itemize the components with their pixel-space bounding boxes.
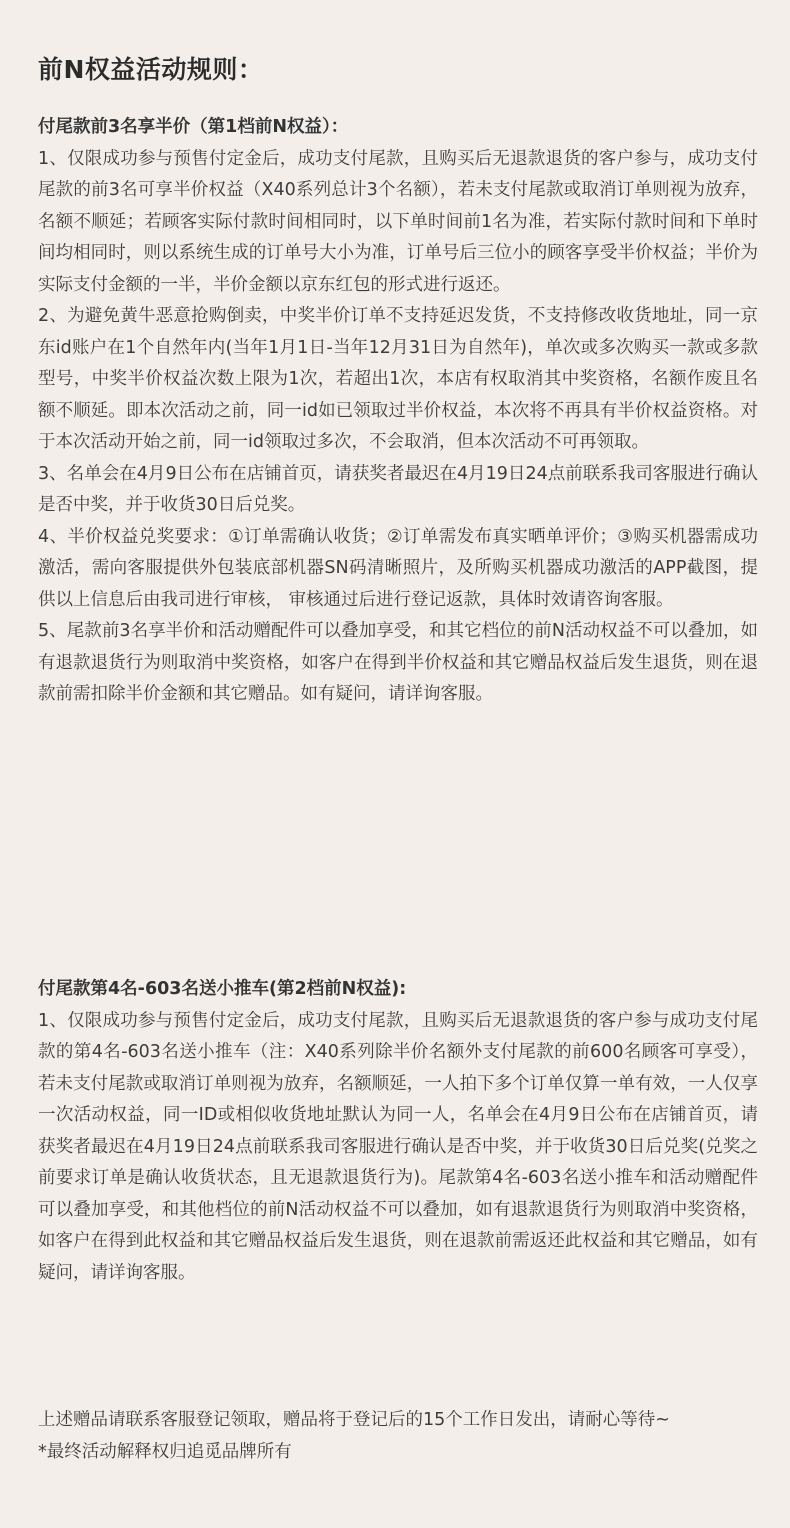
rule-item: 2、为避免黄牛恶意抢购倒卖，中奖半价订单不支持延迟发货，不支持修改收货地址，同一京东id账户在1个自然年内(当年1月1日-当年12月31日为自然年)，单次或多次购买一款或多款型号，中奖半价权益次数上限为1次，若超出1次，本店有权取消其中奖资格，名额作废且名额不顺延。即本次活动之前，同一id如已领取过半价权益，本次将不再具有半价权益资格。对于本次活动开始之前，同一id领取过多次，不会取消，但本次活动不可再领取。 bbox=[38, 306, 758, 452]
rule-item: 1、仅限成功参与预售付定金后，成功支付尾款，且购买后无退款退货的客户参与成功支付尾款的第4名-603名送小推车（注：X40系列除半价名额外支付尾款的前600名顾客可享受），若未支付尾款或取消订单则视为放弃，名额顺延，一人拍下多个订单仅算一单有效，一人仅享一次活动权益，同一ID或相似收货地址默认为同一人，名单会在4月9日公布在店铺首页，请获奖者最迟在4月19日24点前联系我司客服进行确认是否中奖，并于收货30日后兑奖(兑奖之前要求订单是确认收货状态，且无退款退货行为)。尾款第4名-603名送小推车和活动赠配件可以叠加享受，和其他档位的前N活动权益不可以叠加，如有退款退货行为则取消中奖资格，如客户在得到此权益和其它赠品权益后发生退货，则在退款前需返还此权益和其它赠品，如有疑问，请详询客服。 bbox=[38, 1010, 758, 1283]
rule-item: 1、仅限成功参与预售付定金后，成功支付尾款，且购买后无退款退货的客户参与，成功支付尾款的前3名可享半价权益（X40系列总计3个名额），若未支付尾款或取消订单则视为放弃，名额不顺延；若顾客实际付款时间相同时，以下单时间前1名为准，若实际付款时间和下单时间均相同时，则以系统生成的订单号大小为准，订单号后三位小的顾客享受半价权益；半价为实际支付金额的一半，半价金额以京东红包的形式进行返还。 bbox=[38, 148, 758, 295]
rule-item: 4、半价权益兑奖要求：①订单需确认收货；②订单需发布真实晒单评价；③购买机器需成功激活，需向客服提供外包装底部机器SN码清晰照片，及所购买机器成功激活的APP截图，提供以上信息后由我司进行审核， 审核通过后进行登记返款，具体时效请咨询客服。 bbox=[38, 526, 758, 610]
page-title: 前N权益活动规则： bbox=[38, 55, 264, 84]
rules-section-half-price bbox=[38, 112, 758, 711]
rule-item: 3、名单会在4月9日公布在店铺首页，请获奖者最迟在4月19日24点前联系我司客服进行确认是否中奖，并于收货30日后兑奖。 bbox=[38, 463, 758, 515]
footer-notes bbox=[38, 1405, 758, 1468]
section-heading: 付尾款前3名享半价（第1档前N权益）： bbox=[38, 117, 349, 137]
rules-section-cart-gift bbox=[38, 974, 758, 1289]
footer-note: 上述赠品请联系客服登记领取，赠品将于登记后的15个工作日发出，请耐心等待~ bbox=[38, 1410, 670, 1430]
footer-disclaimer: *最终活动解释权归追觅品牌所有 bbox=[38, 1441, 292, 1462]
rule-item: 5、尾款前3名享半价和活动赠配件可以叠加享受，和其它档位的前N活动权益不可以叠加，如有退款退货行为则取消中奖资格，如客户在得到半价权益和其它赠品权益后发生退货，则在退款前需扣除半价金额和其它赠品。如有疑问，请详询客服。 bbox=[38, 621, 758, 704]
section-heading: 付尾款第4名-603名送小推车(第2档前N权益): bbox=[38, 979, 407, 999]
